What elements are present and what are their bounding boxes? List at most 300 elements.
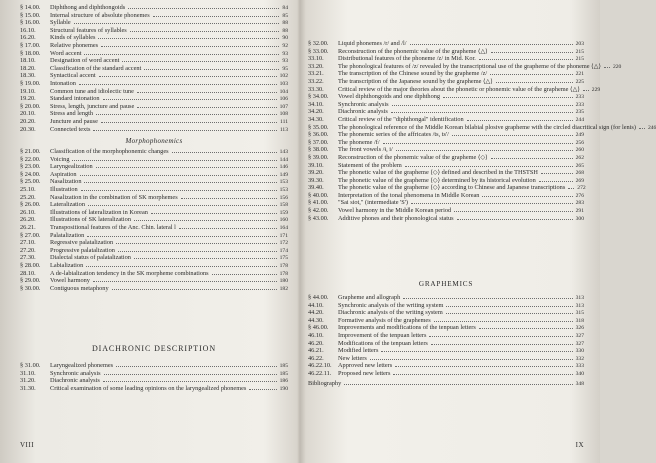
toc-entry-number: § 32.00. — [308, 40, 329, 47]
toc-entry — [20, 148, 288, 156]
toc-entry-number: 28.10. — [20, 269, 36, 277]
dot-leader — [467, 120, 573, 121]
toc-entry-number: 27.10. — [20, 239, 36, 247]
graphemics-heading-wrap — [308, 279, 584, 289]
toc-entry-title: Progressive palatalization — [50, 246, 115, 254]
toc-entry-number: § 16.00. — [20, 19, 41, 27]
toc-entry — [20, 370, 288, 378]
toc-entry-title: Nasalization in the combination of SK morphemes — [50, 193, 178, 201]
toc-entry-title: Lateralization — [50, 201, 85, 209]
toc-entry — [20, 178, 288, 186]
toc-entry-title: Laryngealized phonemes — [50, 362, 114, 369]
dot-leader — [172, 152, 277, 153]
toc-entry-page: 300 — [575, 215, 584, 222]
toc-entry — [308, 123, 656, 132]
dot-leader — [604, 67, 610, 68]
toc-entry-title: Illustration — [50, 185, 78, 193]
dot-leader — [80, 175, 277, 176]
toc-entry-title: Improvements and modifications of the tenpuan letters — [338, 324, 476, 332]
toc-entry — [308, 317, 584, 325]
toc-entry-number: § 23.00. — [20, 163, 41, 171]
toc-entry — [20, 65, 288, 73]
toc-block-bibliography — [308, 380, 584, 388]
toc-entry-page: 88 — [282, 27, 288, 34]
toc-entry-page: 326 — [575, 325, 584, 332]
toc-entry — [308, 108, 584, 116]
toc-entry — [308, 355, 584, 363]
toc-entry-title: Laryngealization — [50, 163, 93, 171]
toc-entry — [20, 72, 288, 80]
dot-leader — [496, 82, 573, 83]
toc-block-diachronic-cont — [308, 40, 656, 222]
dot-leader — [144, 69, 279, 70]
toc-entry-page: 143 — [279, 149, 288, 155]
toc-entry-title: The transcription of the Japanese sound by the grapheme ⟨△⟩ — [338, 77, 493, 85]
toc-entry-page: 186 — [279, 378, 288, 385]
toc-entry-page: 182 — [279, 285, 288, 292]
toc-entry-title: Improvement of the tenpuan letters — [338, 331, 427, 339]
dot-leader — [381, 351, 572, 352]
toc-entry-number: 26.10. — [20, 208, 36, 216]
toc-entry — [20, 110, 288, 118]
toc-entry-number: 39.20. — [308, 169, 324, 177]
toc-entry — [20, 285, 288, 293]
toc-entry-bibliography — [308, 380, 584, 388]
toc-entry-number: § 34.00. — [308, 93, 329, 101]
toc-entry-page: 93 — [282, 50, 288, 57]
toc-entry-number: § 24.00. — [20, 170, 41, 178]
dot-leader — [429, 336, 572, 337]
toc-entry-number: 46.22.11. — [308, 369, 332, 377]
dot-leader — [116, 366, 276, 367]
toc-entry-page: 185 — [279, 363, 288, 369]
toc-entry-title: Critical review of the "diphthongal" identification — [338, 115, 464, 123]
toc-entry-page: 159 — [279, 209, 288, 216]
toc-entry-title: A de-labialization tendency in the SK morpheme combinations — [50, 269, 209, 277]
toc-entry-title: Connected texts — [50, 125, 91, 133]
toc-entry — [20, 239, 288, 247]
toc-entry — [308, 139, 584, 147]
dot-leader — [153, 16, 280, 17]
toc-entry-page: 333 — [575, 363, 584, 370]
toc-entry-page: 92 — [282, 42, 288, 49]
toc-entry-title: Reconstruction of the phonemic value of the grapheme ⟨◇⟩ — [338, 153, 488, 161]
toc-entry-page: 225 — [575, 78, 584, 85]
toc-entry — [308, 146, 584, 154]
toc-entry-page: 103 — [279, 80, 288, 87]
toc-entry — [308, 70, 584, 78]
toc-entry-page: 95 — [282, 65, 288, 72]
toc-entry — [20, 171, 288, 179]
dot-leader — [137, 92, 277, 93]
toc-entry-page: 330 — [575, 348, 584, 355]
toc-block-graphemics — [308, 294, 584, 378]
dot-leader — [116, 243, 276, 244]
toc-entry-page: 262 — [575, 154, 584, 161]
dot-leader — [118, 251, 277, 252]
toc-entry-page: 215 — [575, 56, 584, 63]
toc-entry-page: 291 — [575, 208, 584, 215]
toc-entry-page: 235 — [575, 109, 584, 116]
toc-entry-title: Vowel harmony — [50, 277, 90, 285]
toc-entry-page: 327 — [575, 332, 584, 339]
toc-entry-title: Formative analysis of the graphemes — [338, 316, 431, 324]
toc-entry — [308, 55, 584, 63]
toc-entry — [20, 12, 288, 20]
toc-entry-number: § 36.00. — [308, 131, 329, 139]
toc-entry — [308, 207, 584, 215]
toc-block-phonemics — [20, 4, 288, 133]
toc-entry-number: 33.20. — [308, 62, 324, 70]
dot-leader — [79, 84, 277, 85]
dot-leader — [457, 219, 573, 220]
dot-leader — [383, 143, 573, 144]
toc-entry-number: § 43.00. — [308, 214, 329, 222]
right-page — [308, 0, 656, 463]
toc-entry — [308, 302, 584, 310]
dot-leader — [151, 213, 277, 214]
dot-leader — [452, 135, 573, 136]
toc-entry-page: 348 — [575, 381, 584, 387]
dot-leader — [391, 112, 573, 113]
toc-entry-title: Dialectal status of palatalization — [50, 254, 131, 262]
toc-entry-number: § 14.00. — [20, 4, 41, 11]
toc-entry — [20, 4, 288, 12]
toc-entry-title: Nasalization — [50, 178, 82, 186]
toc-entry-page: 221 — [575, 71, 584, 78]
dot-leader — [249, 389, 276, 390]
toc-entry-page: 276 — [575, 192, 584, 199]
toc-entry-page: 171 — [279, 232, 288, 239]
toc-entry-page: 220 — [612, 63, 622, 70]
dot-leader — [128, 8, 279, 9]
dot-leader — [434, 321, 573, 322]
toc-entry-page: 244 — [575, 116, 584, 123]
dot-leader — [84, 182, 276, 183]
toc-entry-number: 25.10. — [20, 185, 36, 193]
dot-leader — [130, 31, 280, 32]
toc-entry — [308, 101, 584, 109]
toc-entry-number: 18.20. — [20, 64, 36, 72]
page-number-right: IX — [575, 441, 584, 449]
toc-entry-number: 46.10. — [308, 331, 324, 339]
dot-leader — [74, 23, 280, 24]
toc-entry-page: 175 — [279, 255, 288, 262]
toc-entry — [308, 362, 584, 370]
dot-leader — [86, 266, 276, 267]
toc-entry-number: 46.21. — [308, 347, 324, 355]
toc-entry-page: 85 — [282, 12, 288, 19]
toc-entry-title: Transpositional features of the Anc. Chin. lateral l — [50, 223, 176, 231]
toc-entry-page: 313 — [575, 302, 584, 309]
toc-entry-number: 26.21. — [20, 223, 36, 231]
toc-entry-number: § 41.00. — [308, 199, 329, 207]
dot-leader — [96, 167, 277, 168]
toc-entry-title: Internal structure of absolute phonemes — [50, 11, 150, 19]
dot-leader — [72, 160, 276, 161]
toc-entry-page: 260 — [575, 147, 584, 154]
dot-leader — [443, 97, 573, 98]
dot-leader — [405, 166, 573, 167]
toc-entry-title: Vowel diphthongoids and one diphthong — [338, 93, 441, 101]
toc-entry — [20, 34, 288, 42]
toc-entry-number: 16.10. — [20, 26, 36, 34]
toc-entry-number: § 30.00. — [20, 284, 41, 292]
dot-leader — [101, 46, 279, 47]
toc-entry-title: Statement of the problem — [338, 161, 402, 169]
toc-entry-number: 20.10. — [20, 110, 36, 118]
toc-entry-title: Critical review of the major theories about the phonetic or phonemic value of the grapheme ⟨△⟩ — [338, 85, 580, 93]
toc-entry-number: § 29.00. — [20, 277, 41, 285]
toc-entry-page: 340 — [575, 370, 584, 377]
toc-entry-page: 190 — [279, 385, 288, 392]
toc-entry-number: § 17.00. — [20, 41, 41, 49]
toc-entry-title: Palatalization — [50, 231, 85, 239]
toc-entry-page: 313 — [575, 295, 584, 301]
toc-entry-number: 46.20. — [308, 339, 324, 347]
toc-entry-page: 268 — [575, 170, 584, 177]
toc-entry-title: Stress, length, juncture and pause — [50, 102, 135, 110]
dot-leader — [99, 76, 277, 77]
toc-entry-title: Syntactical accent — [50, 72, 96, 80]
toc-entry-number: § 27.00. — [20, 231, 41, 239]
toc-entry-number: § 37.00. — [308, 138, 329, 146]
dot-leader — [103, 381, 277, 382]
toc-entry — [20, 95, 288, 103]
dot-leader — [454, 211, 572, 212]
toc-entry — [308, 85, 601, 94]
toc-entry — [20, 232, 288, 240]
toc-entry-title: Illustrations of SK lateralization — [50, 216, 131, 224]
toc-entry — [308, 62, 622, 71]
toc-entry-title: Critical examination of some leading opinions on the laryngealized phonemes — [50, 384, 247, 392]
toc-entry-title: Standard intonation — [50, 95, 100, 103]
toc-entry-page: 256 — [575, 139, 584, 146]
toc-entry-page: 180 — [279, 278, 288, 285]
dot-leader — [446, 306, 572, 307]
toc-entry-number: § 21.00. — [20, 148, 41, 155]
toc-entry-number: 16.20. — [20, 34, 36, 42]
toc-entry — [308, 184, 584, 192]
toc-entry-page: 233 — [575, 101, 584, 108]
toc-entry-number: 44.30. — [308, 316, 324, 324]
toc-entry-number: 31.30. — [20, 384, 36, 392]
section-heading-graphemics: GRAPHEMICS — [418, 280, 474, 288]
toc-entry-number: 39.40. — [308, 184, 324, 192]
toc-entry-page: 269 — [575, 177, 584, 184]
toc-entry — [20, 19, 288, 27]
toc-entry-title: Classification of the morphophonemic changes — [50, 148, 169, 155]
toc-entry-page: 332 — [575, 355, 584, 362]
toc-entry — [20, 118, 288, 126]
page-number-left: VIII — [20, 441, 35, 449]
toc-entry — [308, 93, 584, 101]
dot-leader — [81, 190, 277, 191]
toc-entry-title: Regressive palatalization — [50, 239, 114, 247]
toc-entry-title: Proposed new letters — [338, 369, 391, 377]
toc-entry-number: § 38.00. — [308, 146, 329, 154]
toc-entry — [308, 48, 584, 56]
toc-entry — [308, 309, 584, 317]
dot-leader — [392, 105, 573, 106]
dot-leader — [112, 289, 277, 290]
toc-entry-title: Structural features of syllables — [50, 26, 127, 34]
dot-leader — [403, 298, 572, 299]
toc-entry-number: § 31.00. — [20, 362, 41, 369]
toc-entry-page: 108 — [279, 111, 288, 118]
toc-entry-title: Syllable — [50, 19, 71, 27]
dot-leader — [539, 181, 573, 182]
dot-leader — [103, 99, 277, 100]
section-heading-diachronic: DIACHRONIC DESCRIPTION — [91, 344, 217, 353]
dot-leader — [93, 130, 276, 131]
toc-entry — [20, 80, 288, 88]
toc-block-diachronic — [20, 362, 288, 392]
toc-entry-title: Distributional features of the phoneme /z/ in Mid. Kor. — [338, 55, 476, 63]
toc-entry — [308, 40, 584, 48]
toc-entry — [308, 199, 584, 207]
toc-entry-page: 327 — [575, 340, 584, 347]
toc-entry-title: Designation of word accent — [50, 57, 120, 65]
toc-entry-page: 272 — [577, 185, 586, 192]
toc-entry-page: 233 — [575, 94, 584, 101]
toc-entry-number: 20.20. — [20, 117, 36, 125]
toc-entry-number: 33.21. — [308, 70, 324, 78]
toc-entry — [308, 192, 584, 200]
left-page — [20, 0, 288, 463]
toc-entry-page: 84 — [282, 5, 288, 11]
toc-entry-number: § 26.00. — [20, 201, 41, 209]
dot-leader — [479, 328, 573, 329]
toc-entry-title: Diphthong and diphthongoids — [50, 4, 126, 11]
toc-entry — [20, 103, 288, 111]
toc-entry-title: Additive phones and their phonological status — [338, 214, 454, 222]
toc-entry-number: 33.22. — [308, 77, 324, 85]
dot-leader — [98, 38, 279, 39]
toc-entry-number: 31.10. — [20, 369, 36, 377]
toc-entry-page: 144 — [279, 156, 288, 163]
toc-entry-page: 283 — [575, 200, 584, 207]
dot-leader — [491, 158, 573, 159]
toc-entry-page: 93 — [282, 58, 288, 65]
toc-entry-page: 174 — [279, 247, 288, 254]
toc-block-morphophonemics — [20, 148, 288, 292]
section-heading-morphophonemics: Morphophonemics — [125, 137, 183, 145]
toc-entry — [20, 57, 288, 65]
dot-leader — [370, 359, 573, 360]
toc-entry-title: Synchronic analysis — [338, 100, 389, 108]
toc-entry-number: 46.22. — [308, 354, 324, 362]
toc-entry-page: 146 — [279, 164, 288, 171]
toc-entry — [308, 332, 584, 340]
toc-entry — [20, 163, 288, 171]
toc-entry-title: Grapheme and allograph — [338, 294, 401, 301]
toc-entry-number: § 42.00. — [308, 207, 329, 215]
toc-entry-page: 203 — [575, 41, 584, 47]
toc-entry-page: 229 — [591, 86, 601, 93]
toc-entry-title: Common tune and idiolectic tune — [50, 87, 134, 95]
dot-leader — [101, 122, 277, 123]
toc-entry-title: Synchronic analysis of the writing system — [338, 301, 444, 309]
toc-entry-number: § 20.00. — [20, 102, 41, 110]
toc-entry-page: 106 — [279, 96, 288, 103]
toc-entry-number: 25.20. — [20, 193, 36, 201]
toc-entry — [20, 186, 288, 194]
dot-leader — [541, 173, 573, 174]
toc-entry-page: 156 — [279, 194, 288, 201]
toc-entry — [20, 201, 288, 209]
dot-leader — [104, 374, 277, 375]
dot-leader — [396, 150, 573, 151]
toc-entry-page: 104 — [279, 88, 288, 95]
toc-entry-number: § 18.00. — [20, 49, 41, 57]
dot-leader — [431, 344, 573, 345]
toc-entry-page: 149 — [279, 171, 288, 178]
toc-entry-number: 26.20. — [20, 216, 36, 224]
toc-entry-title: The phoneme /f/ — [338, 138, 380, 146]
toc-entry-title: The phonetic value of the grapheme ⟨◇⟩ according to Chinese and Japanese transcriptions — [338, 184, 566, 192]
toc-entry-title: The front vowels /ɨ, i/ — [338, 146, 393, 154]
toc-entry-page: 158 — [279, 202, 288, 209]
toc-entry-number: 46.22.10. — [308, 362, 332, 370]
toc-entry — [308, 131, 584, 139]
toc-entry — [308, 162, 584, 170]
toc-entry-number: 33.30. — [308, 85, 324, 93]
dot-leader — [482, 196, 572, 197]
toc-entry-number: § 40.00. — [308, 191, 329, 199]
toc-entry-title: Juncture and pause — [50, 117, 98, 125]
toc-entry-title: Diachronic analysis — [338, 108, 388, 116]
toc-entry-number: § 39.00. — [308, 153, 329, 161]
toc-entry-title: Diachronic analysis of the writing system — [338, 309, 443, 317]
toc-entry — [20, 377, 288, 385]
toc-entry-title: Interpretation of the tonal phenomena in Middle Korean — [338, 191, 480, 199]
dot-leader — [88, 205, 277, 206]
toc-entry — [20, 194, 288, 202]
toc-entry-page: 153 — [279, 179, 288, 186]
toc-entry-page: 107 — [279, 103, 288, 110]
toc-entry-page: 88 — [282, 20, 288, 27]
toc-entry-title: Word accent — [50, 49, 82, 57]
dot-leader — [583, 90, 589, 91]
toc-entry-title: Stress and length — [50, 110, 94, 118]
toc-entry-title: Modified letters — [338, 347, 379, 355]
toc-entry-title: Bibliography — [308, 380, 342, 387]
dot-leader — [393, 374, 572, 375]
toc-entry-page: 172 — [279, 240, 288, 247]
toc-entry — [308, 215, 584, 223]
toc-entry-page: 153 — [279, 186, 288, 193]
toc-entry-page: 111 — [280, 118, 288, 125]
toc-entry-title: Voicing — [50, 155, 70, 163]
dot-leader — [568, 188, 574, 189]
dot-leader — [491, 52, 573, 53]
toc-entry-title: Reconstruction of the phonemic value of the grapheme ⟨△⟩ — [338, 47, 488, 55]
toc-entry — [20, 42, 288, 50]
toc-entry-number: 19.20. — [20, 95, 36, 103]
toc-entry — [20, 254, 288, 262]
toc-entry-page: 178 — [279, 270, 288, 277]
toc-entry-title: Liquid phonemes /r/ and /l/ — [338, 40, 407, 47]
toc-entry-number: 31.20. — [20, 377, 36, 385]
toc-entry — [308, 169, 584, 177]
toc-entry-title: Labialization — [50, 261, 84, 269]
toc-entry-number: 18.30. — [20, 72, 36, 80]
toc-entry-title: Illustrations of lateralization in Korean — [50, 208, 148, 216]
dot-leader — [137, 107, 276, 108]
morphophonemics-heading-wrap — [20, 136, 288, 146]
toc-entry-page: 164 — [279, 224, 288, 231]
